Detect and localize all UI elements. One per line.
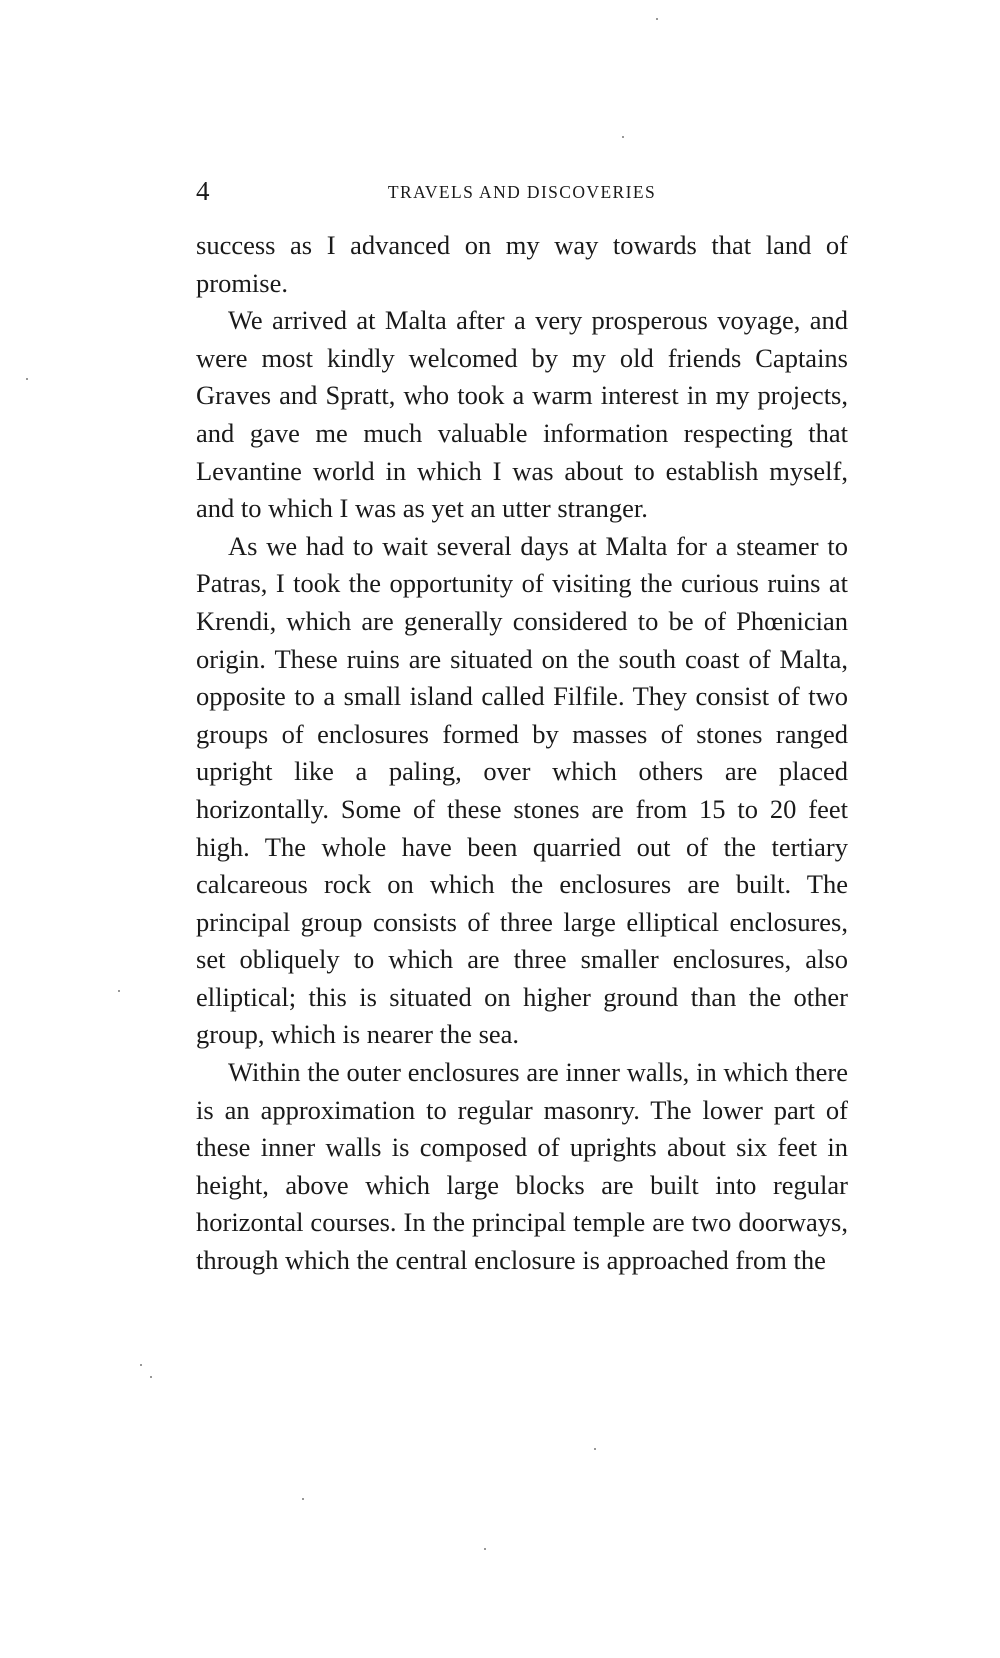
scan-speck	[656, 18, 658, 20]
paragraph-continuation: success as I advanced on my way towards that land of promise.	[196, 230, 848, 298]
scan-speck	[118, 990, 120, 992]
paragraph-arrival-malta: We arrived at Malta after a very prosperous voyage, and were most kindly welcomed by my old friends Captains Graves and Spratt, who took a warm interest in my projects, and gave me much valuable information respecting that Levantine world in which I was about to establish myself, and to which I was as yet an utter stranger.	[196, 305, 848, 524]
scan-speck	[140, 1364, 142, 1366]
paragraph-inner-walls: Within the outer enclosures are inner walls, in which there is an approximation to regular masonry. The lower part of these inner walls is composed of uprights about six feet in height, above which large blocks are built into regular horizontal courses. In the principal temple are two doorways, through which the central enclosure is approached from the	[196, 1057, 848, 1276]
running-head	[196, 174, 848, 208]
scan-speck	[484, 1548, 486, 1550]
scan-speck	[150, 1376, 152, 1378]
paragraph-krendi-ruins: As we had to wait several days at Malta for a steamer to Patras, I took the opportunity of visiting the curious ruins at Krendi, which are generally considered to be of Phœnician origin. These ruins are situated on the south coast of Malta, opposite to a small island called Filfile. They consist of two groups of enclosures formed by masses of stones ranged upright like a paling, over which others are placed horizontally. Some of these stones are from 15 to 20 feet high. The whole have been quarried out of the tertiary calcareous rock on which the enclosures are built. The principal group consists of three large elliptical enclosures, set obliquely to which are three smaller enclosures, also elliptical; this is situated on higher ground than the other group, which is nearer the sea.	[196, 530, 848, 1050]
scan-speck	[622, 136, 624, 138]
body-text	[196, 227, 848, 1280]
page-number: 4	[196, 176, 210, 206]
running-title: TRAVELS AND DISCOVERIES	[387, 182, 657, 202]
scan-speck	[594, 1448, 596, 1450]
scan-speck	[302, 1498, 304, 1500]
scan-speck	[26, 378, 28, 380]
